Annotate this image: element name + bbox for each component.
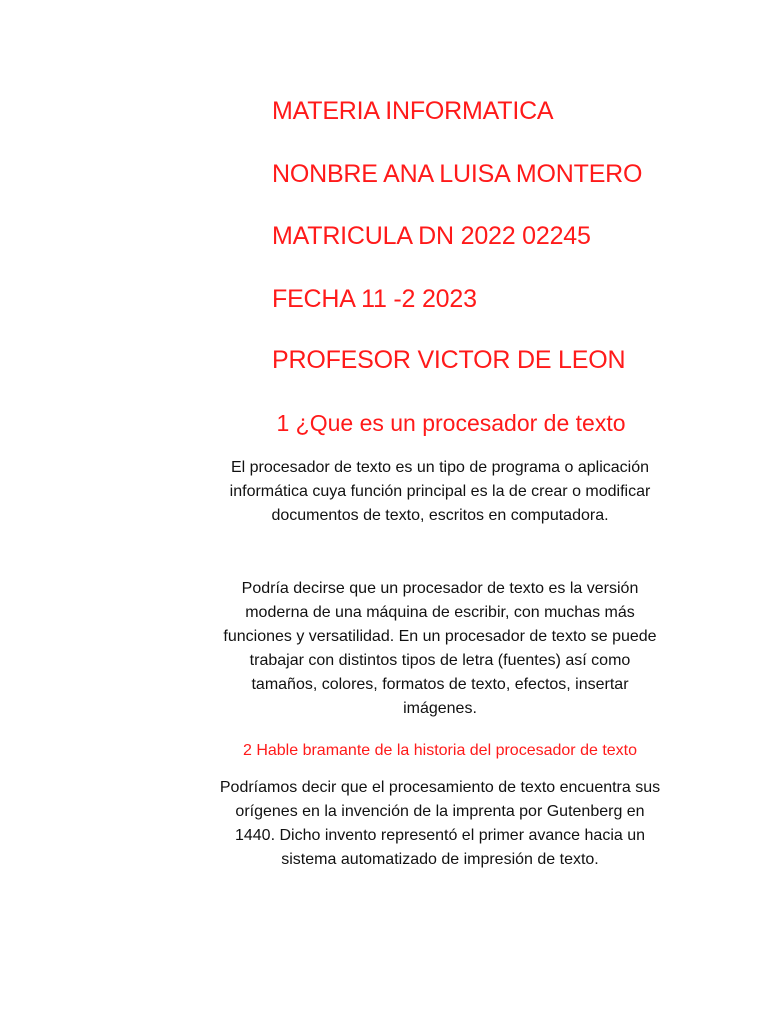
paragraph-line: orígenes en la invención de la imprenta por Gutenberg en [235, 803, 645, 820]
paragraph-line: moderna de una máquina de escribir, con muchas más [245, 604, 635, 621]
enrollment-number-line: MATRICULA DN 2022 02245 [272, 222, 591, 250]
question-1-paragraph-1 [210, 456, 670, 528]
question-2-heading: 2 Hable bramante de la historia del procesador de texto [242, 742, 637, 759]
paragraph-line: trabajar con distintos tipos de letra (fuentes) así como [249, 652, 631, 669]
question-1-paragraph-2 [210, 577, 670, 721]
paragraph-line: imágenes. [403, 700, 477, 717]
question-2-paragraph [210, 776, 670, 872]
paragraph-line: funciones y versatilidad. En un procesador de texto se puede [223, 628, 657, 645]
date-line: FECHA 11 -2 2023 [272, 285, 477, 313]
subject-line: MATERIA INFORMATICA [272, 97, 554, 125]
question-1-heading: 1 ¿Que es un procesador de texto [276, 410, 626, 436]
paragraph-line: sistema automatizado de impresión de texto. [281, 851, 599, 868]
paragraph-line: informática cuya función principal es la de crear o modificar [229, 483, 651, 500]
paragraph-line: Podríamos decir que el procesamiento de texto encuentra sus [219, 779, 661, 796]
teacher-line: PROFESOR VICTOR DE LEON [272, 346, 626, 374]
paragraph-line: Podría decirse que un procesador de texto es la versión [241, 580, 639, 597]
paragraph-line: El procesador de texto es un tipo de programa o aplicación [230, 459, 650, 476]
student-name-line: NONBRE ANA LUISA MONTERO [272, 160, 643, 188]
paragraph-line: 1440. Dicho invento representó el primer avance hacia un [234, 827, 646, 844]
paragraph-line: documentos de texto, escritos en computadora. [271, 507, 609, 524]
paragraph-line: tamaños, colores, formatos de texto, efectos, insertar [251, 676, 629, 693]
